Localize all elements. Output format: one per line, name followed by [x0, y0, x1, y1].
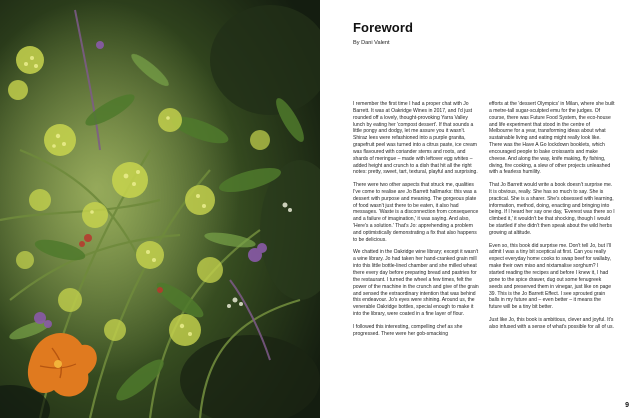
text-page — [320, 0, 640, 418]
paragraph: That Jo Barrett would write a book doesn't surprise me. It is obvious, really. She has so much to say. She is practical. She is a sharer. She's obsessed with learning, information, method, doing, enacting and bringing into being. If I heard her say one day, 'Everest was there so I climbed it,' it wouldn't be that shocking, though I would be startled if she didn't then speak about the wild herbs growing at altitude. — [489, 182, 615, 236]
paragraph: We chatted in the Oakridge wine library; except it wasn't a wine library. Jo had taken her hand-cranked grain mill into this little bottle-lined chamber and she milled wheat there every day before preparing bread and pastries for the restaurant. I turned the wheel a few times, felt the power of the machine in the crunch and give of the grain and sensed the extraordinary intention that was behind this endeavour. Jo's eyes were shining. Around us, the venerable Oakridge bottles, special enough to make it into the library, were coated in a fine layer of flour. — [353, 249, 479, 318]
text-column-right — [489, 101, 615, 336]
paragraph: efforts at the 'dessert Olympics' in Milan, where she built a metre-tall sugar-sculpted emu for the judges. Of course, there was Future Food System, the eco-house and life experiment that stood in the centre of Melbourne for a year, transforming ideas about what sustainable living and eating might really look like. There was the Have A Go lockdown booklets, which encouraged people to bake croissants and make cheese. And along the way, knife making, fly fishing, diving, fire cooking, a slew of other projects unleashed with a fearless humility. — [489, 101, 615, 176]
paragraph: Just like Jo, this book is ambitious, clever and joyful. It's also infused with a sense of what's possible for all of us. — [489, 316, 614, 330]
page-title: Foreword — [353, 20, 414, 35]
paragraph: There were two other aspects that struck me, qualities I've come to realise are Jo Barrett hallmarks: this was a dessert with purpose and meaning. The gorgeous plate of food wasn't just there to be eaten, it also had messages. 'Waste is a disconnection from consequence and a failure of imagination,' it was saying. And also, 'Here's a solution.' That's Jo: apprehending a problem and optimistically demonstrating a fix that also happens to be delicious. — [353, 182, 479, 243]
byline: By Dani Valent — [353, 40, 390, 46]
paragraph: Even so, this book did surprise me. Don't tell Jo, but I'll admit I was a tiny bit sceptical at first. Can you really expect everyday home cooks to swap beef for wallaby, make their own miso and nixtamalise sorghum? I started reading the recipes and before I knew it, I had gone to the spice drawer, dug out some fenugreek seeds and preserved them in vinegar, just like on page 39. This is the Jo Barrett Effect. I see sprouted grain balls in my future and – even better – it means the future will be a tiny bit better. — [489, 242, 612, 311]
paragraph: I followed this interesting, compelling chef as she progressed. There were her gob-smacking — [353, 323, 463, 337]
text-column-left — [353, 101, 479, 343]
page-number: 9 — [625, 402, 629, 409]
paragraph: I remember the first time I had a proper chat with Jo Barrett. It was at Oakridge Wines in 2017, and I'd just rounded off a lovely, thought-provoking Yarra Valley lunch by eating her 'compost dessert'. If that sounds a little pongy and dodgy, let me assure you it wasn't. Shiraz lees were refashioned into a purple granita, grapefruit peel was turned into a citrus paste, ice cream was flavoured with coriander stems and roots, and shards of meringue – made with leftover egg whites – added height and crunch to a dish that hit all the right notes: pretty, sweet, tart, textural, playful and surprising. — [353, 101, 478, 176]
